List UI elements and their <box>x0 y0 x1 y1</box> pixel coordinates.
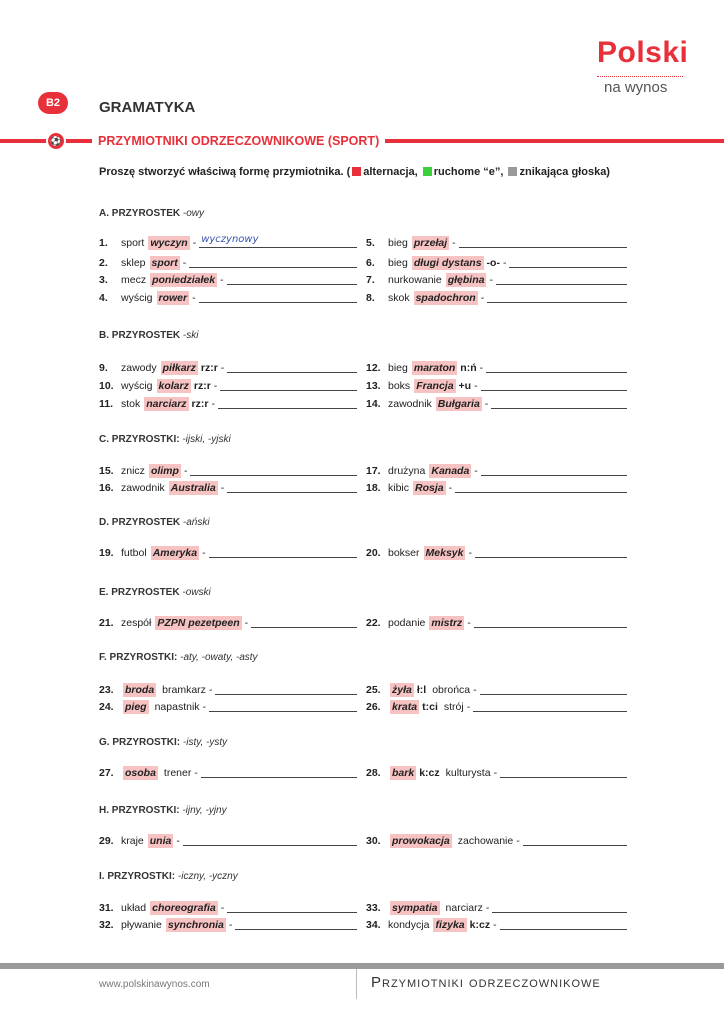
item-noun: zawody <box>121 362 157 374</box>
item-dash: - <box>467 617 471 629</box>
item-noun: bokser <box>388 547 420 559</box>
answer-blank[interactable] <box>481 380 627 391</box>
section-suffix: -owy <box>182 208 205 219</box>
item-dash: - <box>452 237 456 249</box>
exercise-item <box>366 397 627 411</box>
item-noun: zawodnik <box>388 398 432 410</box>
exercise-item <box>99 766 357 780</box>
item-hint: rz:r <box>200 362 218 374</box>
item-dash: - <box>466 701 471 713</box>
item-base-word: przełaj <box>413 237 448 249</box>
legend-swatch-vanishing <box>508 167 517 176</box>
item-noun: boks <box>388 380 411 392</box>
item-noun: drużyna <box>388 465 426 477</box>
logo-divider <box>597 76 683 77</box>
answer-blank[interactable] <box>227 902 357 913</box>
item-noun: układ <box>121 902 147 914</box>
section-label: D. PRZYROSTEK <box>99 517 183 528</box>
item-noun: mecz <box>121 274 147 286</box>
topic-title: PRZYMIOTNIKI ODRZECZOWNIKOWE (SPORT) <box>92 131 385 151</box>
sport-icon: ⚽ <box>46 131 66 151</box>
item-dash: - <box>489 274 493 286</box>
exercise-item <box>366 361 627 375</box>
item-number: 2. <box>99 257 108 269</box>
exercise-item <box>99 273 357 287</box>
exercise-item <box>99 236 357 250</box>
exercise-item <box>366 256 627 270</box>
item-base-word: fizyka <box>435 919 465 931</box>
item-number: 4. <box>99 292 108 304</box>
item-number: 26. <box>366 701 381 713</box>
exercise-item <box>366 616 627 630</box>
answer-blank[interactable] <box>227 274 357 285</box>
section-heading <box>99 652 258 663</box>
item-number: 5. <box>366 237 375 249</box>
answer-blank[interactable] <box>251 617 357 628</box>
legend-swatch-alternation <box>352 167 361 176</box>
answer-blank[interactable] <box>215 684 357 695</box>
section-suffix: -owski <box>182 587 211 598</box>
item-number: 29. <box>99 835 114 847</box>
answer-blank[interactable] <box>209 701 357 712</box>
item-number: 31. <box>99 902 114 914</box>
item-base-word: krata <box>392 701 418 713</box>
item-base-word: osoba <box>125 767 156 779</box>
answer-blank[interactable] <box>481 465 627 476</box>
exercise-item <box>366 683 627 697</box>
item-base-word: synchronia <box>167 919 224 931</box>
item-dash: - <box>220 274 224 286</box>
item-number: 32. <box>99 919 114 931</box>
section-suffix: -ański <box>182 517 210 528</box>
item-noun: zespół <box>121 617 152 629</box>
answer-blank[interactable] <box>183 835 357 846</box>
item-noun: bieg <box>388 237 408 249</box>
answer-blank[interactable] <box>500 767 627 778</box>
exercise-item <box>366 918 627 932</box>
item-noun: kraje <box>121 835 144 847</box>
exercise-item <box>99 379 357 393</box>
item-dash: - <box>220 482 225 494</box>
item-dash: - <box>192 237 197 249</box>
item-hint: rz:r <box>191 398 209 410</box>
handwritten-answer: wyczynowy <box>201 234 259 245</box>
topic-bar <box>0 131 724 151</box>
instruction <box>99 166 610 178</box>
exercise-item <box>366 901 627 915</box>
exercise-item <box>366 546 627 560</box>
item-dash: - <box>473 684 477 696</box>
answer-blank[interactable] <box>486 362 627 373</box>
item-noun: strój <box>443 701 464 713</box>
answer-blank[interactable] <box>220 380 357 391</box>
item-noun: obrońca <box>432 684 471 696</box>
answer-blank[interactable] <box>201 767 357 778</box>
item-base-word: bark <box>392 767 415 779</box>
item-dash: - <box>220 362 225 374</box>
item-noun: trener <box>163 767 192 779</box>
section-suffix: -iczny, -yczny <box>177 871 238 882</box>
item-number: 28. <box>366 767 381 779</box>
exercise-item <box>366 273 627 287</box>
item-number: 3. <box>99 274 108 286</box>
item-base-word: wyczyn <box>150 237 188 249</box>
footer-website: www.polskinawynos.com <box>99 979 210 990</box>
item-noun: wyścig <box>121 292 153 304</box>
item-base-word: żyła <box>392 684 412 696</box>
answer-blank[interactable] <box>492 902 627 913</box>
section-suffix: -ijski, -yjski <box>182 434 231 445</box>
exercise-item <box>366 766 627 780</box>
item-number: 34. <box>366 919 381 931</box>
item-number: 25. <box>366 684 381 696</box>
item-number: 13. <box>366 380 381 392</box>
item-number: 24. <box>99 701 114 713</box>
item-number: 11. <box>99 398 114 410</box>
item-base-word: broda <box>125 684 155 696</box>
answer-blank[interactable] <box>235 919 357 930</box>
item-number: 21. <box>99 617 114 629</box>
section-heading <box>99 434 231 445</box>
item-number: 1. <box>99 237 108 249</box>
item-dash: - <box>183 465 188 477</box>
item-number: 15. <box>99 465 114 477</box>
item-hint: ł:l <box>416 684 427 696</box>
answer-blank[interactable] <box>209 547 357 558</box>
item-dash: - <box>213 380 218 392</box>
item-hint: t:ci <box>422 701 438 713</box>
item-number: 23. <box>99 684 114 696</box>
answer-blank[interactable] <box>480 684 627 695</box>
exercise-item <box>99 481 357 495</box>
item-base-word: długi dystans <box>413 257 482 269</box>
item-dash: - <box>220 902 225 914</box>
item-dash: - <box>202 547 206 559</box>
item-hint: rz:r <box>193 380 211 392</box>
item-base-word: Bułgaria <box>437 398 480 410</box>
logo-title: Polski <box>597 36 689 69</box>
item-number: 7. <box>366 274 375 286</box>
item-number: 14. <box>366 398 381 410</box>
exercise-item <box>366 379 627 393</box>
section-label: C. PRZYROSTKI: <box>99 434 183 445</box>
exercise-item <box>99 546 357 560</box>
item-dash: - <box>484 398 489 410</box>
item-dash: - <box>244 617 249 629</box>
section-suffix: -ski <box>182 330 199 341</box>
exercise-item <box>366 236 627 250</box>
answer-blank[interactable] <box>218 398 357 409</box>
section-suffix: -aty, -owaty, -asty <box>180 652 258 663</box>
answer-blank[interactable] <box>189 257 357 268</box>
item-number: 12. <box>366 362 381 374</box>
exercise-item <box>366 481 627 495</box>
item-number: 17. <box>366 465 381 477</box>
exercise-item <box>99 918 357 932</box>
answer-blank[interactable] <box>523 835 627 846</box>
section-heading <box>99 737 227 748</box>
answer-blank[interactable] <box>199 234 357 248</box>
section-heading <box>99 805 227 816</box>
exercise-item <box>99 256 357 270</box>
item-base-word: sport <box>151 257 178 269</box>
instruction-text: Proszę stworzyć właściwą formę przymiotnika. ( <box>99 166 351 178</box>
exercise-item <box>366 700 627 714</box>
item-dash: - <box>202 701 207 713</box>
item-base-word: narciarz <box>146 398 187 410</box>
item-noun: wyścig <box>121 380 153 392</box>
item-base-word: sympatia <box>392 902 438 914</box>
item-hint: n:ń <box>460 362 477 374</box>
answer-blank[interactable] <box>496 274 627 285</box>
item-dash: - <box>208 684 213 696</box>
item-base-word: maraton <box>413 362 456 374</box>
item-dash: - <box>480 292 485 304</box>
item-noun: pływanie <box>121 919 162 931</box>
item-noun: podanie <box>388 617 426 629</box>
item-base-word: Meksyk <box>425 547 464 559</box>
item-noun: kulturysta <box>445 767 491 779</box>
item-dash: - <box>516 835 520 847</box>
section-heading <box>99 208 204 219</box>
exercise-item <box>99 397 357 411</box>
item-noun: sport <box>121 237 145 249</box>
item-number: 27. <box>99 767 114 779</box>
item-number: 18. <box>366 482 381 494</box>
item-dash: - <box>194 767 198 779</box>
item-dash: - <box>485 902 490 914</box>
item-noun: kibic <box>388 482 410 494</box>
item-base-word: piłkarz <box>162 362 196 374</box>
exercise-item <box>366 834 627 848</box>
exercise-item <box>99 683 357 697</box>
section-suffix: -isty, -ysty <box>182 737 228 748</box>
item-base-word: kolarz <box>158 380 189 392</box>
item-dash: - <box>474 465 478 477</box>
exercise-item <box>99 464 357 478</box>
item-noun: zachowanie <box>457 835 514 847</box>
section-label: I. PRZYROSTKI: <box>99 871 178 882</box>
item-dash: - <box>448 482 453 494</box>
item-base-word: PZPN pezetpeen <box>157 617 240 629</box>
item-dash: - <box>211 398 215 410</box>
answer-blank[interactable] <box>455 482 627 493</box>
item-hint: k:cz <box>469 919 491 931</box>
item-dash: - <box>502 257 507 269</box>
exercise-item <box>366 464 627 478</box>
answer-blank[interactable] <box>227 362 357 373</box>
answer-blank[interactable] <box>227 482 357 493</box>
item-number: 8. <box>366 292 375 304</box>
section-label: G. PRZYROSTKI: <box>99 737 183 748</box>
section-label: E. PRZYROSTEK <box>99 587 183 598</box>
item-number: 6. <box>366 257 375 269</box>
section-label: B. PRZYROSTEK <box>99 330 183 341</box>
item-hint: k:cz <box>419 767 440 779</box>
answer-blank[interactable] <box>487 292 627 303</box>
answer-blank[interactable] <box>199 292 357 303</box>
item-dash: - <box>468 547 472 559</box>
logo-subtitle: na wynos <box>604 79 668 96</box>
item-base-word: spadochron <box>415 292 476 304</box>
item-base-word: Australia <box>170 482 216 494</box>
item-base-word: poniedziałek <box>152 274 216 286</box>
exercise-item <box>99 700 357 714</box>
item-hint: -o- <box>486 257 500 269</box>
item-number: 9. <box>99 362 108 374</box>
page-heading: GRAMATYKA <box>99 99 196 116</box>
item-base-word: mistrz <box>431 617 463 629</box>
exercise-item <box>99 291 357 305</box>
footer-bar <box>0 963 724 969</box>
legend-label-vanishing: znikająca głoska) <box>519 166 610 178</box>
section-heading <box>99 330 198 341</box>
item-dash: - <box>182 257 187 269</box>
level-badge: B2 <box>38 92 68 114</box>
answer-blank[interactable] <box>500 919 627 930</box>
item-base-word: Francja <box>416 380 454 392</box>
item-base-word: głębina <box>447 274 485 286</box>
exercise-item <box>99 834 357 848</box>
exercise-item <box>99 616 357 630</box>
item-dash: - <box>176 835 180 847</box>
item-noun: napastnik <box>154 701 200 713</box>
item-base-word: Kanada <box>431 465 470 477</box>
legend-label-mobile-e: ruchome “e”, <box>433 166 504 178</box>
item-dash: - <box>474 380 478 392</box>
item-number: 30. <box>366 835 381 847</box>
answer-blank[interactable] <box>475 547 627 558</box>
item-noun: bieg <box>388 362 408 374</box>
item-number: 22. <box>366 617 381 629</box>
item-noun: znicz <box>121 465 145 477</box>
item-number: 33. <box>366 902 381 914</box>
footer-divider <box>356 969 357 999</box>
item-noun: stok <box>121 398 141 410</box>
item-noun: bramkarz <box>162 684 206 696</box>
item-base-word: Rosja <box>415 482 444 494</box>
item-base-word: choreografia <box>152 902 216 914</box>
item-noun: skok <box>388 292 410 304</box>
item-noun: bieg <box>388 257 408 269</box>
answer-blank[interactable] <box>474 617 627 628</box>
section-label: A. PRZYROSTEK <box>99 208 183 219</box>
legend-label-alternation: alternacja, <box>363 166 418 178</box>
section-heading <box>99 587 211 598</box>
footer-title: Przymiotniki odrzeczownikowe <box>371 974 601 991</box>
exercise-item <box>99 901 357 915</box>
item-noun: zawodnik <box>121 482 165 494</box>
item-number: 16. <box>99 482 114 494</box>
item-base-word: olimp <box>150 465 179 477</box>
section-suffix: -ijny, -yjny <box>182 805 227 816</box>
item-noun: nurkowanie <box>388 274 442 286</box>
legend-swatch-mobile-e <box>423 167 432 176</box>
item-base-word: rower <box>158 292 188 304</box>
section-heading <box>99 517 210 528</box>
item-number: 19. <box>99 547 114 559</box>
exercise-item <box>366 291 627 305</box>
item-base-word: unia <box>149 835 172 847</box>
item-dash: - <box>493 919 497 931</box>
item-noun: kondycja <box>388 919 430 931</box>
item-base-word: pieg <box>125 701 147 713</box>
item-dash: - <box>228 919 233 931</box>
item-base-word: Ameryka <box>152 547 198 559</box>
item-noun: sklep <box>121 257 146 269</box>
item-dash: - <box>192 292 196 304</box>
item-dash: - <box>493 767 498 779</box>
answer-blank[interactable] <box>509 257 627 268</box>
section-heading <box>99 871 238 882</box>
exercise-item <box>99 361 357 375</box>
item-number: 20. <box>366 547 381 559</box>
item-number: 10. <box>99 380 114 392</box>
answer-blank[interactable] <box>190 465 357 476</box>
item-dash: - <box>479 362 484 374</box>
answer-blank[interactable] <box>459 237 627 248</box>
item-noun: futbol <box>121 547 147 559</box>
item-hint: +u <box>458 380 472 392</box>
answer-blank[interactable] <box>473 701 627 712</box>
item-base-word: prowokacja <box>392 835 450 847</box>
answer-blank[interactable] <box>491 398 627 409</box>
section-label: H. PRZYROSTKI: <box>99 805 183 816</box>
item-noun: narciarz <box>445 902 483 914</box>
section-label: F. PRZYROSTKI: <box>99 652 181 663</box>
